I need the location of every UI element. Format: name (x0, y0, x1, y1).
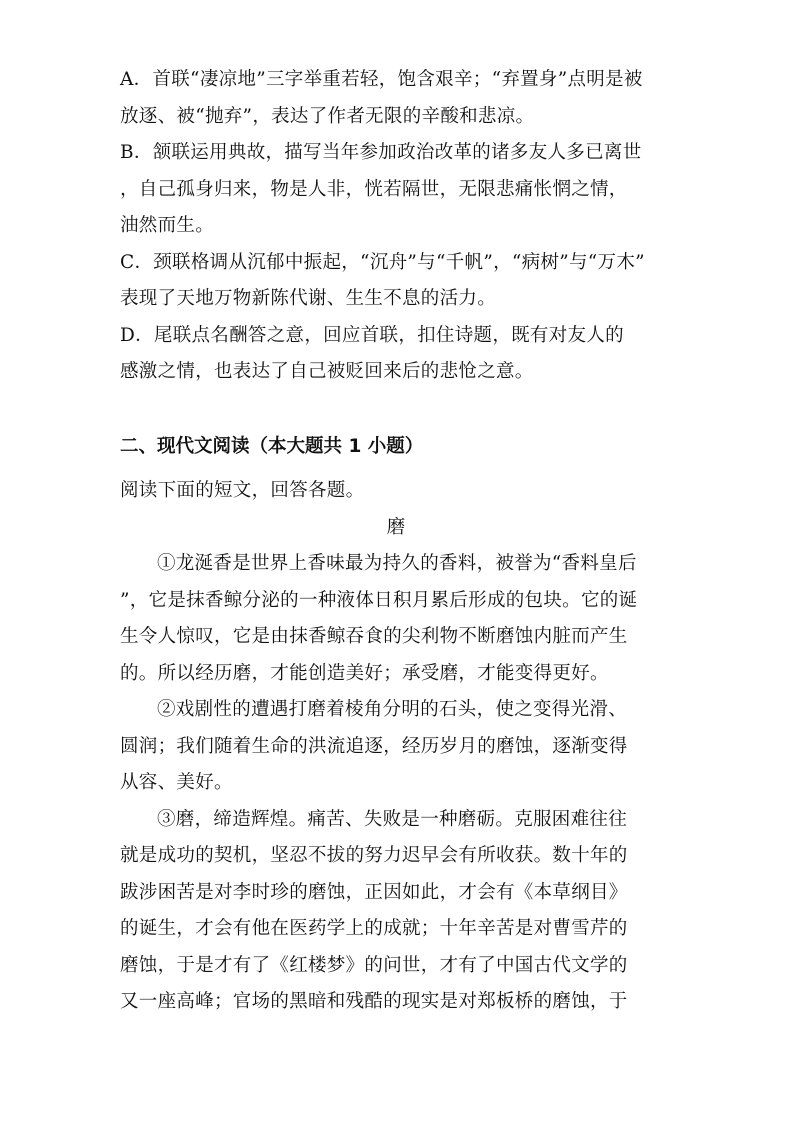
option-c (120, 245, 672, 318)
paragraph-1-line-2: ”，它是抹香鲸分泌的一种液体日积月累后形成的包块。它的诞 (120, 589, 638, 611)
section-spacer (120, 391, 672, 429)
paragraph-2-line-2: 圆润；我们随着生命的洪流追逐，经历岁月的磨蚀，逐渐变得 (120, 735, 628, 757)
paragraph-3 (120, 802, 672, 1021)
option-a (120, 62, 672, 135)
paragraph-3-line-3: 跋涉困苦是对李时珍的磨蚀，正因如此，才会有《本草纲目》 (120, 881, 628, 903)
option-b-line-3: 油然而生。 (120, 215, 215, 236)
paragraph-3-line-5: 磨蚀，于是才有了《红楼梦》的问世，才有了中国古代文学的 (120, 954, 628, 976)
option-b-line-1: B．颔联运用典故，描写当年参加政治改革的诸多友人多已离世 (120, 142, 642, 163)
paragraph-3-line-1: ③磨，缔造辉煌。痛苦、失败是一种磨砺。克服困难往往 (157, 808, 628, 830)
paragraph-2-line-1: ②戏剧性的遭遇打磨着棱角分明的石头，使之变得光滑、 (157, 699, 628, 720)
document-page (120, 62, 672, 1021)
section-heading: 二、现代文阅读（本大题共 1 小题） (120, 435, 424, 457)
option-c-line-2: 表现了天地万物新陈代谢、生生不息的活力。 (120, 288, 497, 309)
reading-instruction: 阅读下面的短文，回答各题。 (120, 480, 365, 501)
paragraph-1-line-1: ①龙涎香是世界上香味最为持久的香料，被誉为“香料皇后 (157, 553, 637, 574)
option-d (120, 318, 672, 391)
paragraph-1-line-3: 生令人惊叹，它是由抹香鲸吞食的尖利物不断磨蚀内脏而产生 (120, 626, 628, 647)
paragraph-2 (120, 692, 672, 802)
option-a-line-2: 放逐、被“抛弃”，表达了作者无限的辛酸和悲凉。 (120, 105, 535, 127)
article-title: 磨 (386, 516, 406, 538)
heading-spacer (120, 465, 672, 473)
paragraph-3-line-6: 又一座高峰；官场的黑暗和残酷的现实是对郑板桥的磨蚀，于 (120, 991, 628, 1012)
paragraph-1-line-4: 的。所以经历磨，才能创造美好；承受磨，才能变得更好。 (120, 662, 609, 684)
paragraph-2-line-3: 从容、美好。 (120, 772, 233, 793)
option-b (120, 135, 672, 245)
option-d-line-1: D．尾联点名酬答之意，回应首联，扣住诗题，既有对友人的 (120, 324, 624, 346)
paragraph-3-line-2: 就是成功的契机，坚忍不拔的努力迟早会有所收获。数十年的 (120, 845, 628, 866)
option-a-line-1: A．首联“凄凉地”三字举重若轻，饱含艰辛；“弃置身”点明是被 (120, 69, 643, 90)
paragraph-1 (120, 546, 672, 692)
option-b-line-2: ，自己孤身归来，物是人非，恍若隔世，无限悲痛怅惘之情， (120, 178, 628, 200)
option-d-line-2: 感激之情，也表达了自己被贬回来后的悲怆之意。 (120, 361, 534, 382)
option-c-line-1: C．颈联格调从沉郁中振起，“沉舟”与“千帆”，“病树”与“万木” (120, 251, 645, 273)
paragraph-3-line-4: 的诞生，才会有他在医药学上的成就；十年辛苦是对曹雪芹的 (120, 918, 628, 939)
